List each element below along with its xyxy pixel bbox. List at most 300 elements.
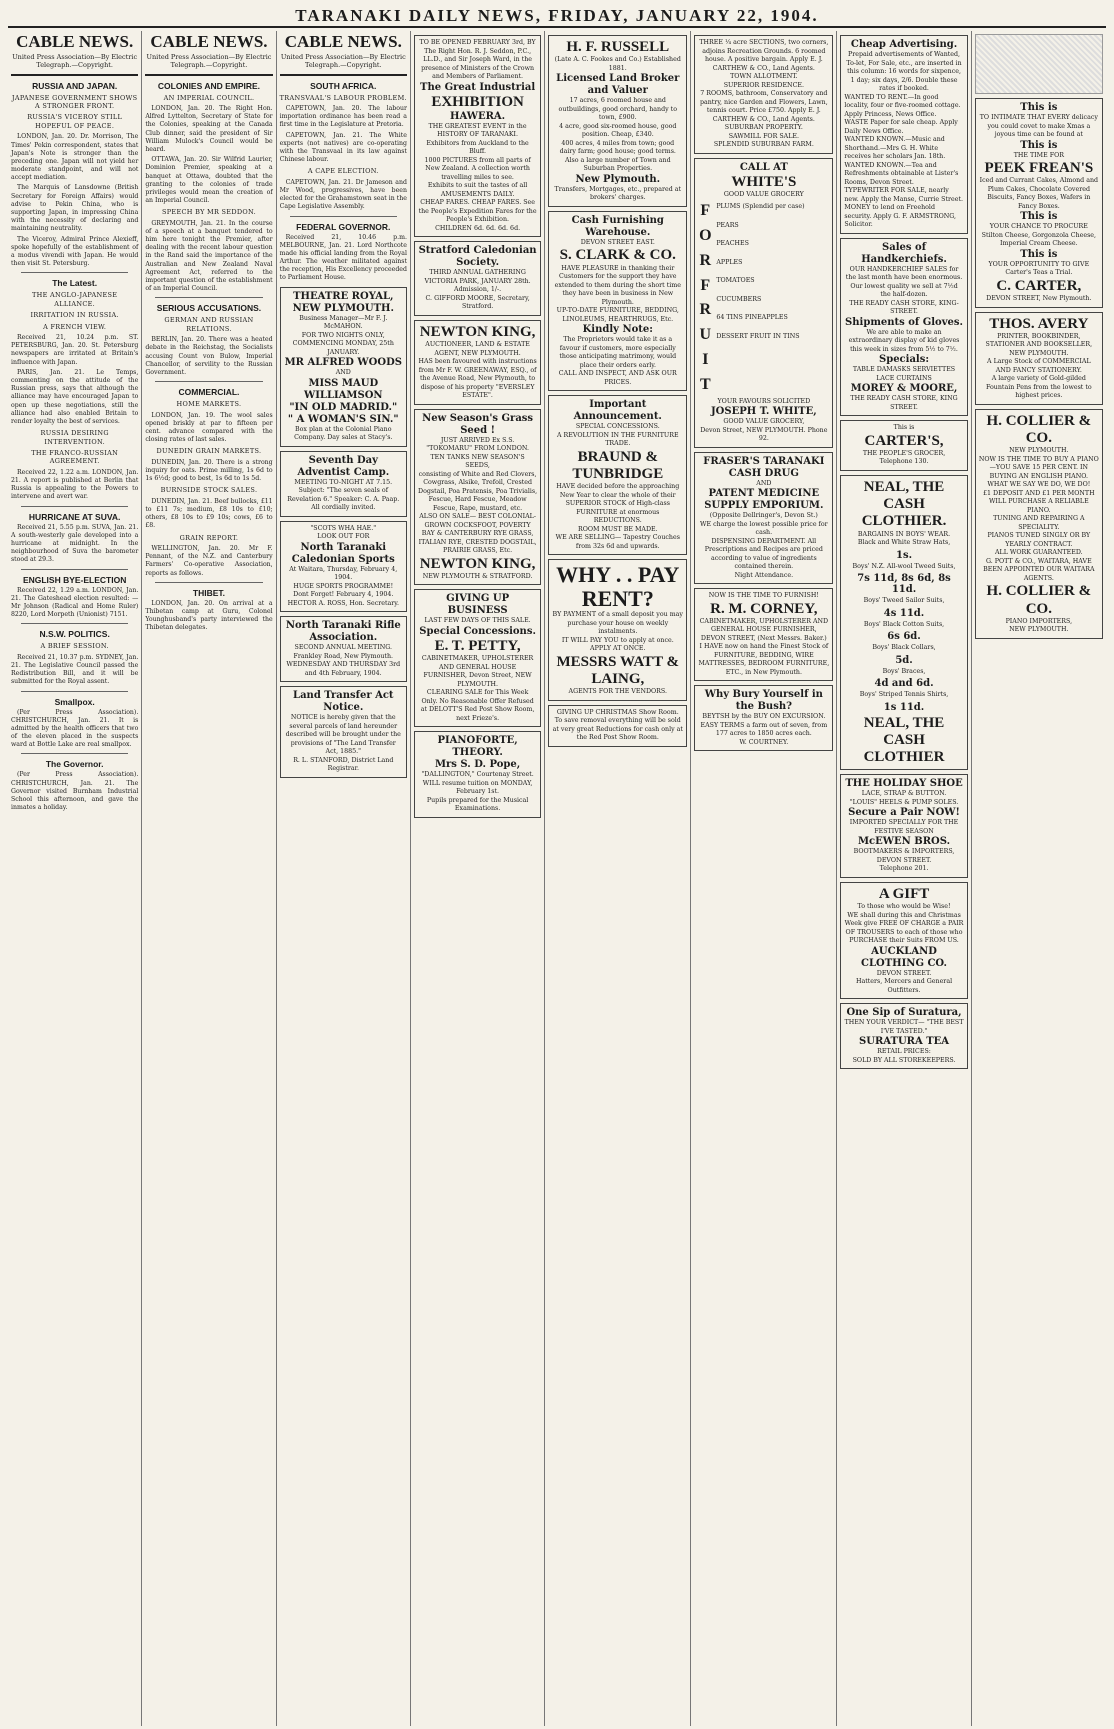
- ad-text: WANTED TO RENT.—In good locality, four or five-roomed cottage. Apply Princess, News Office.: [844, 93, 961, 118]
- ad-title: EXHIBITION: [431, 93, 524, 110]
- ad-text: WANTED KNOWN.—Music and Shorthand.—Mrs G. H. White receives her scholars Jan. 18th.: [844, 136, 946, 160]
- ad-text: AUCTIONEER, LAND & ESTATE AGENT, NEW PLYMOUTH.: [425, 341, 530, 357]
- ad-text: Exhibitors from Auckland to the Bluff.: [426, 139, 529, 156]
- ad-text: £1 DEPOSIT AND £1 PER MONTH WILL PURCHASE A RELIABLE PIANO.: [983, 489, 1095, 514]
- ad-text: OUR HANDKERCHIEF SALES for the last month have been enormous. Our lowest quality we sell at 7½d the half-dozen.: [845, 265, 963, 298]
- ad-text: "LOUIS" HEELS & PUMP SOLES.: [849, 798, 959, 806]
- ad-text: WANTED KNOWN.—Tea and Refreshments obtainable at Lister's Rooms, Devon Street.: [844, 161, 959, 186]
- ad-text: MEETING TO-NIGHT AT 7.15.: [294, 478, 393, 486]
- ad-title: HAWERA.: [450, 110, 506, 122]
- ad-text: GIVING UP CHRISTMAS Show Room. To save removal everything will be sold at very great Reductions for cash only at the Red Post Show Room.: [552, 708, 683, 742]
- divider: [155, 297, 262, 298]
- ad-text: NEW PLYMOUTH & STRATFORD.: [422, 572, 533, 580]
- story-heading: RUSSIA AND JAPAN.: [32, 80, 118, 91]
- ad-text: "SCOTS WHA HAE.": [310, 524, 377, 532]
- ad-text: G. POTT & CO., WAITARA, HAVE BEEN APPOINTED OUR WAITARA AGENTS.: [983, 557, 1095, 582]
- caledonian-sports-advertisement: [280, 521, 407, 613]
- story-paragraph: The Viceroy, Admiral Prince Alexieff, spoke hopefully of the establishment of a modus vivendi with Japan. He would then visit St. Petersburg.: [11, 235, 139, 268]
- suratura-tea-advertisement: [840, 1003, 967, 1069]
- ad-text: SOLD BY ALL STOREKEEPERS.: [852, 1056, 956, 1064]
- ad-title: JOSEPH T. WHITE,: [710, 406, 817, 418]
- ad-text: Dont Forget! February 4, 1904. HECTOR A. ROSS, Hon. Secretary.: [287, 591, 399, 607]
- column-2: [142, 31, 276, 1726]
- ad-title: NEAL, THE CASH CLOTHIER.: [861, 478, 947, 530]
- section-header: CABLE NEWS.: [16, 32, 134, 51]
- ad-text: SUBURBAN PROPERTY.: [724, 124, 803, 131]
- story-paragraph: CAPETOWN, Jan. 21. Dr Jameson and Mr Wood, progressives, have been elected for the Grahamstown seat in the Cape Legislative Assembly.: [279, 178, 407, 211]
- divider: [21, 272, 128, 273]
- column-3: [277, 31, 411, 1726]
- ad-text: Telephone 201.: [879, 865, 929, 873]
- ad-text: Subject: "The seven seals of Revelation 6." Speaker: C. A. Paap. All cordially invited.: [287, 487, 400, 512]
- carters-grocer-advertisement: [975, 98, 1103, 308]
- ad-text: DEVON STREET, (Next Messrs. Baker.): [700, 634, 827, 642]
- giving-up-business-advertisement: [414, 589, 541, 727]
- ad-title: THE HOLIDAY SHOE: [845, 778, 963, 790]
- ad-performer: MR ALFRED WOODS: [284, 357, 402, 369]
- ad-text: THREE ¼ acre SECTIONS, two corners, adjoins Recreation Grounds. 6 roomed house. A positive bargain. Apply E. J. CARTHEW & CO., Land Agents.: [699, 39, 829, 72]
- ad-text: "DALLINGTON," Courtenay Street.: [421, 771, 534, 778]
- braund-tunbridge-advertisement: [548, 395, 687, 555]
- ad-text: BARGAINS IN BOYS' WEAR.: [857, 530, 951, 538]
- divider: [21, 506, 128, 507]
- gift-advertisement: [840, 882, 967, 999]
- fruit-items: [716, 199, 829, 397]
- ad-text: W. COURTNEY.: [739, 738, 789, 746]
- story-heading: Smallpox.: [54, 696, 95, 707]
- price: 1s.: [895, 549, 913, 561]
- grass-seed-advertisement: [414, 409, 541, 586]
- story-heading: COMMERCIAL.: [178, 387, 240, 398]
- ad-title: North Taranaki Caledonian Sports: [291, 541, 395, 565]
- ad-text: TUNING AND REPAIRING A SPECIALITY.: [993, 515, 1085, 531]
- divider: [21, 753, 128, 754]
- ad-text: We are able to make an extraordinary display of kid gloves this week in sizes from 5½ to 7½.: [848, 328, 960, 353]
- ad-text: 1000 PICTURES from all parts of New Zealand. A collection worth travelling miles to see.: [424, 156, 531, 181]
- ad-text: LOOK OUT FOR: [317, 533, 370, 541]
- ad-text: MONEY to lend on Freehold security. Apply G. F. ARMSTRONG, Solicitor.: [844, 204, 957, 228]
- story-paragraph: BERLIN, Jan. 20. There was a heated debate in the Reichstag, the Socialists accusing Count von Bulow, Imperial Chancellor, of servility to the Russian Government.: [145, 336, 273, 376]
- fruit-item: DESSERT FRUIT IN TINS: [716, 332, 800, 340]
- ad-text: TOWN ALLOTMENT.: [730, 73, 798, 80]
- story-subheading: THE FRANCO-RUSSIAN AGREEMENT.: [31, 449, 119, 466]
- ad-text: NEW PLYMOUTH.: [1009, 626, 1069, 634]
- ad-performer: MISS MAUD WILLIAMSON: [304, 377, 383, 401]
- ad-title: Cash Furnishing Warehouse.: [571, 214, 664, 238]
- ad-title: THEATRE ROYAL, NEW PLYMOUTH.: [292, 290, 394, 314]
- ad-text: SPECIAL CONCESSIONS.: [575, 423, 660, 430]
- ad-text: BY PAYMENT of a small deposit you may purchase your house on weekly instalments.: [552, 611, 683, 636]
- story-heading: COLONIES AND EMPIRE.: [157, 80, 261, 91]
- byline: United Press Association—By Electric Telegraph.—Copyright.: [280, 52, 406, 70]
- ad-title: NEWTON KING,: [419, 323, 536, 340]
- ad-text: The Right Hon. R. J. Seddon, P.C., LL.D., and Sir Joseph Ward, in the presence of Ministers of the Crown and Members of Parliament.: [421, 47, 535, 80]
- ad-text: A Large Stock of COMMERCIAL AND FANCY STATIONERY.: [987, 358, 1091, 374]
- byline: United Press Association—By Electric Telegraph.—Copyright.: [146, 52, 272, 70]
- story-subheading: BURNSIDE STOCK SALES.: [160, 486, 258, 495]
- ad-title: NEAL, THE CASH CLOTHIER: [863, 714, 945, 765]
- ad-text: Iced and Currant Cakes, Almond and Plum Cakes, Chocolate Covered Biscuits, Fancy Boxes, Wafers in Fancy Boxes.: [979, 177, 1099, 210]
- story-subheading: IRRITATION IN RUSSIA.: [30, 311, 119, 320]
- ad-title: H. COLLIER & CO.: [986, 412, 1092, 446]
- ad-text: To those who would be Wise!: [857, 903, 951, 910]
- ad-title: Sales of Handkerchiefs.: [861, 241, 947, 265]
- ad-text: TO BE OPENED FEBRUARY 3rd, BY: [419, 39, 536, 46]
- ad-text: Business Manager—Mr F. J. McMAHON.: [299, 314, 388, 331]
- story-paragraph: Received 22, 1.22 a.m. LONDON, Jan. 21. A report is published at Berlin that Russia is appealing to the Powers to intervene and avert war.: [11, 468, 139, 501]
- ad-title: McEWEN BROS.: [857, 836, 951, 848]
- ad-text: 400 acres, 4 miles from town; good dairy farm; good house; good terms.: [559, 139, 676, 156]
- ad-text: 7 ROOMS, bathroom, Conservatory and pantry, nice Garden and Flowers, Lawn, tennis court. Price £750. Apply E. J. CARTHEW & CO., Land Agents.: [699, 90, 828, 123]
- ad-text: CLEARING SALE for This Week Only. No Reasonable Offer Refused at DELOTT'S Red Post Show Room, next Frieze's.: [420, 689, 535, 722]
- ad-title: SURATURA TEA: [859, 1036, 950, 1047]
- ad-text: PIANOS TUNED SINGLY OR BY YEARLY CONTRACT.: [987, 532, 1091, 548]
- column-1: [8, 31, 142, 1726]
- ad-text: LAST FEW DAYS OF THIS SALE.: [424, 617, 531, 625]
- story-paragraph: Received 22, 1.29 a.m. LONDON, Jan. 21. The Gateshead election resulted: — Mr Johnson (Radical and Home Ruler) 8220, Lord Morpeth (Unionist) 7151.: [11, 586, 139, 619]
- ad-text: PIANO IMPORTERS,: [1005, 617, 1073, 625]
- story-paragraph: LONDON, Jan. 20. Dr. Morrison, The Times' Pekin correspondent, states that Japan's Note is stronger than the preceding one. Japan will not yield her moderate standpoint, and will not accept mediation.: [11, 133, 139, 182]
- ad-text: I HAVE now on hand the Finest Stock of FURNITURE, BEDDING, WIRE MATTRESSES, BEDROOM FURNITURE, ETC., in New Plymouth.: [698, 643, 830, 676]
- ad-text: Transfers, Mortgages, etc., prepared at brokers' charges.: [554, 185, 682, 202]
- illustration: [975, 34, 1103, 94]
- theatre-advertisement: [280, 287, 407, 447]
- fruit-item: 64 TINS PINEAPPLES: [716, 314, 788, 322]
- story-paragraph: Received 21, 5.55 p.m. SUVA, Jan. 21. A south-westerly gale developed into a hurricane at midnight. In the neighbourhood of Suva the barometer stood at 29.3.: [11, 523, 139, 564]
- price: 7s 11d, 8s 6d, 8s 11d.: [857, 573, 951, 595]
- story-subheading: JAPANESE GOVERNMENT SHOWS A STRONGER FRONT.: [11, 93, 138, 110]
- ad-text: LACE, STRAP & BUTTON.: [861, 790, 947, 798]
- fruit-item: TOMATOES: [716, 277, 755, 285]
- ad-text: AGENTS FOR THE VENDORS.: [568, 688, 668, 696]
- story-heading: N.S.W. POLITICS.: [39, 629, 110, 640]
- story-paragraph: CAPETOWN, Jan. 20. The labour importation ordinance has been read a first time in the Legislature at Pretoria.: [279, 105, 407, 129]
- property-listings: [694, 35, 833, 154]
- story-subheading: GERMAN AND RUSSIAN RELATIONS.: [164, 316, 254, 333]
- ad-title: THOS. AVERY: [989, 315, 1089, 332]
- ad-title: Land Transfer Act Notice.: [293, 690, 394, 714]
- ad-title: New Season's Grass Seed !: [422, 412, 534, 436]
- pay-rent-advertisement: [548, 559, 687, 701]
- story-subheading: A FRENCH VIEW.: [43, 322, 107, 331]
- ad-title: BRAUND & TUNBRIDGE: [572, 448, 664, 482]
- ad-title: Licensed Land Broker and Valuer: [556, 73, 680, 97]
- ad-title: Why Bury Yourself in the Bush?: [704, 689, 823, 713]
- ad-text: Boys' Black Cotton Suits,: [863, 620, 945, 628]
- ad-text: WE shall during this and Christmas Week give FREE OF CHARGE a PAIR OF TROUSERS to each of those who PURCHASE their Suits FROM US.: [844, 911, 964, 944]
- story-paragraph: PARIS, Jan. 21. Le Temps, commenting on the attitude of the Russian press, says that although the alliance may have encouraged Japan to open up these negotiations, still the alliance had also enabled Britain to render loyalty the best of services.: [11, 368, 139, 425]
- ad-title: MOREY & MOORE,: [850, 383, 958, 394]
- price: 6s 6d.: [887, 631, 921, 642]
- ad-text: APPLY AT ONCE.: [590, 645, 646, 653]
- ad-title: This is: [1020, 102, 1058, 113]
- ad-text: A large variety of Gold-gilded Fountain Pens from the lowest to highest prices.: [985, 375, 1092, 400]
- ad-title: WHY . . PAY RENT?: [556, 562, 680, 612]
- ad-text: TABLE DAMASKS SERVIETTES LACE CURTAINS: [852, 366, 956, 382]
- ad-text: THE GREATEST EVENT in the HISTORY OF TARANAKI.: [428, 122, 527, 139]
- neal-clothier-advertisement: [840, 475, 967, 771]
- story-subheading: TRANSVAAL'S LABOUR PROBLEM.: [279, 93, 407, 102]
- ad-text: ALSO ON SALE— BEST COLONIAL-GROWN COCKSFOOT, POVERTY BAY & CANTERBURY RYE GRASS, ITALIAN RYE, CRESTED DOGSTAIL, PRAIRIE GRASS, Etc.: [418, 513, 537, 554]
- ad-text: 4 acre, good six-roomed house, good position. Cheap, £340.: [559, 122, 677, 139]
- ad-title: R. M. CORNEY,: [710, 600, 818, 617]
- ad-text: AND: [335, 369, 351, 377]
- ad-text: NOTICE is hereby given that the several parcels of land hereunder described will be brought under the provisions of "The Land Transfer Act, 1885.": [285, 714, 401, 756]
- ad-text: C. GIFFORD MOORE, Secretary, Stratford.: [425, 294, 530, 311]
- ad-text: consisting of White and Red Clovers, Cowgrass, Alsike, Trefoil, Crested Dogstail, Poa Pratensis, Poa Trivialis, Fescue, Hard Fescue, Meadow Fescue, Rape, mustard, etc.: [418, 470, 538, 512]
- ad-title: This is: [1020, 211, 1058, 223]
- price: 1s 11d.: [883, 701, 925, 713]
- ad-text: VICTORIA PARK, JANUARY 28th.: [424, 277, 531, 285]
- story-subheading: GRAIN REPORT.: [179, 533, 239, 542]
- story-subheading: AN IMPERIAL COUNCIL.: [163, 93, 255, 102]
- ad-text: Exhibits to suit the tastes of all AMUSEMENTS DAILY.: [427, 182, 528, 198]
- ad-title: New Plymouth.: [575, 173, 661, 185]
- ad-text: WE ARE SELLING— Tapestry Couches from 32s 6d and upwards.: [555, 534, 680, 550]
- ad-title: FRASER'S TARANAKI CASH DRUG: [703, 455, 825, 479]
- story-subheading: DUNEDIN GRAIN MARKETS.: [156, 447, 262, 456]
- story-subheading: RUSSIA DESIRING INTERVENTION.: [40, 429, 109, 446]
- ad-text: ALL WORK GUARANTEED.: [994, 549, 1083, 557]
- ad-title: Specials:: [878, 354, 930, 365]
- ad-text: THEN YOUR VERDICT— "THE BEST I'VE TASTED.": [844, 1019, 964, 1035]
- ad-text: DEVON STREET EAST.: [580, 238, 655, 246]
- divider: [21, 691, 128, 692]
- ad-title: Shipments of Gloves.: [845, 316, 964, 328]
- ad-text: IMPORTED SPECIALLY FOR THE FESTIVE SEASON: [849, 819, 959, 835]
- ad-text: THE TIME FOR: [1013, 151, 1064, 159]
- divider: [11, 74, 138, 76]
- divider: [21, 623, 128, 624]
- story-heading: THIBET.: [192, 587, 226, 598]
- land-transfer-notice: [280, 686, 407, 778]
- story-paragraph: DUNEDIN, Jan. 20. There is a strong inquiry for oats. Prime milling, 1s 6d to 1s 6½d; good to best, 1s 6d to 1s 5d.: [145, 458, 273, 483]
- ad-text: SECOND ANNUAL MEETING.: [294, 644, 393, 652]
- frasers-drug-advertisement: [694, 452, 833, 585]
- divider: [21, 569, 128, 570]
- story-heading: ENGLISH BYE-ELECTION: [22, 574, 127, 585]
- story-heading: The Latest.: [52, 278, 98, 289]
- ad-text: TEN TANKS NEW SEASON'S SEEDS,: [430, 453, 525, 469]
- ad-text: THE READY CASH STORE, KING STREET.: [850, 395, 958, 411]
- adventist-advertisement: [280, 451, 407, 517]
- ad-text: Box plan at the Colonial Piano Company. Day sales at Stacy's.: [294, 425, 393, 442]
- divider: [155, 582, 262, 583]
- story-subheading: SPEECH BY MR SEDDON.: [161, 208, 256, 217]
- ad-title: Seventh Day Adventist Camp.: [297, 454, 390, 478]
- ad-text: At Waitara, Thursday, February 4, 1904.: [289, 565, 398, 582]
- fruit-item: PLUMS (Splendid per case): [716, 203, 805, 211]
- fruit-item: PEARS: [716, 221, 739, 229]
- column-8: [972, 31, 1106, 1726]
- story-paragraph: LONDON, Jan. 20. The Right Hon. Alfred Lyttelton, Secretary of State for the Colonies, speaking at the Canada Club dinner, said the president of Sir William Mulock's Council would be heard.: [145, 105, 273, 153]
- ad-title: AUCKLAND CLOTHING CO.: [861, 945, 948, 969]
- rifle-association-advertisement: [280, 616, 407, 682]
- ad-text: WEDNESDAY AND THURSDAY 3rd and 4th February, 1904.: [286, 661, 401, 677]
- ad-text: WE charge the lowest possible price for cash.: [700, 520, 828, 537]
- ad-title: S. CLARK & CO.: [559, 247, 676, 264]
- cheap-advertising-column: [840, 35, 967, 234]
- ad-title: C. CARTER,: [996, 277, 1082, 294]
- story-paragraph: (Per Press Association). CHRISTCHURCH, Jan. 21. It is admitted by the health officers that two of the eleven placed in the suspects ward at Bottle Lake are real smallpox.: [11, 708, 139, 749]
- story-paragraph: The Marquis of Lansdowne (British Secretary for Foreign Affairs) would advise to Pekin China, who is supporting Japan, in impressing China with the necessity of declaring and maintaining neutrality.: [11, 184, 139, 233]
- exhibition-advertisement: [414, 35, 541, 237]
- ad-title: This is: [1020, 139, 1058, 151]
- price: 5d.: [895, 654, 913, 666]
- ad-text: UP-TO-DATE FURNITURE, BEDDING, LINOLEUMS, HEARTHRUGS, Etc.: [556, 307, 679, 323]
- fruit-item: PEACHES: [716, 240, 749, 248]
- ad-title: WHITE'S: [731, 173, 797, 190]
- ad-text: Also a large number of Town and Suburban Properties.: [564, 156, 671, 173]
- ad-text: Pupils prepared for the Musical Examinations.: [426, 796, 529, 812]
- section-header: CABLE NEWS.: [150, 32, 268, 51]
- ad-title: One Sip of Suratura,: [846, 1007, 962, 1018]
- story-paragraph: Received 21, 10.37 p.m. SYDNEY, Jan. 21. The Legislative Council passed the Redistribution Bill, and it will be submitted for the Royal assent.: [11, 653, 139, 686]
- ad-title: A GIFT: [878, 885, 930, 902]
- ad-text: CABINETMAKER, UPHOLSTERER AND GENERAL HOUSE FURNISHER,: [699, 617, 829, 634]
- fruit-list: [698, 199, 829, 397]
- ad-text: JUST ARRIVED Ex S.S. "TOKOMARU" FROM LONDON.: [426, 436, 529, 452]
- ad-title: This is: [1020, 248, 1058, 260]
- ad-title: NEWTON KING,: [419, 555, 536, 572]
- holiday-shoe-advertisement: [840, 774, 967, 878]
- ad-text: NOW IS THE TIME TO FURNISH!: [708, 592, 819, 600]
- ad-play-title: " A WOMAN'S SIN.": [287, 413, 399, 425]
- ad-text: DEVON STREET.: [876, 969, 932, 977]
- ad-title: Kindly Note:: [582, 324, 653, 335]
- story-subheading: A CAPE ELECTION.: [307, 167, 379, 176]
- story-paragraph: DUNEDIN, Jan. 21. Beef bullocks, £11 to £11 7s; medium, £8 10s to £10; others, £8 10s to £9 10s; cows, £6 to £8.: [145, 497, 273, 530]
- ad-text: IT WILL PAY YOU to apply at once.: [561, 636, 674, 644]
- ad-title: PIANOFORTE, THEORY.: [437, 735, 518, 758]
- columns: [8, 31, 1106, 1726]
- whites-grocery-advertisement: [694, 158, 833, 448]
- stratford-caledonian-advertisement: [414, 241, 541, 316]
- ad-text: Boys' Striped Tennis Shirts,: [859, 691, 949, 698]
- ad-text: CHILDREN 6d. 6d. 6d. 6d.: [435, 224, 521, 232]
- ad-text: Frankley Road, New Plymouth.: [293, 652, 394, 660]
- ad-text: NOW IS THE TIME TO BUY A PIANO—YOU SAVE 15 PER CENT. IN BUYING AN ENGLISH PIANO.: [978, 455, 1099, 480]
- ad-text: Prepaid advertisements of Wanted, To-let, For Sale, etc., are inserted in this column: 16 words for sixpence, 1 day; six days, 2/6. Double these rates if booked.: [846, 51, 962, 92]
- carters-advertisement-header: [840, 420, 967, 471]
- ad-text: Admission, 1/-.: [454, 286, 502, 294]
- ad-text: DISPENSING DEPARTMENT. All Prescriptions and Recipes are priced according to value of ingredients contained therein.: [704, 537, 823, 571]
- story-subheading: THE ANGLO-JAPANESE ALLIANCE.: [32, 291, 118, 308]
- ad-title: H. COLLIER & CO.: [986, 583, 1092, 617]
- avery-printer-advertisement: [975, 312, 1103, 405]
- ad-title: Secure a Pair NOW!: [848, 807, 960, 819]
- ad-title: E. T. PETTY,: [434, 637, 521, 654]
- ad-text: WASTE Paper for sale cheap. Apply Daily News Office.: [844, 119, 958, 135]
- ad-title: PEEK FREAN'S: [984, 160, 1094, 176]
- ad-text: CALL AND INSPECT, AND ASK OUR PRICES.: [558, 370, 677, 386]
- story-subheading: RUSSIA'S VICEROY STILL HOPEFUL OF PEACE.: [27, 113, 123, 130]
- ad-title: The Great Industrial: [420, 81, 536, 93]
- ad-title: GIVING UP BUSINESS: [446, 593, 510, 617]
- ad-text: HAVE decided before the approaching New Year to clear the whole of their SUPERIOR STOCK of High-class FURNITURE at enormous REDUCTIONS.: [556, 483, 680, 524]
- ad-text: AND: [756, 479, 772, 487]
- ad-text: (Opposite Dellringer's, Devon St.): [709, 512, 818, 520]
- ad-text: WHAT WE SAY WE DO, WE DO!: [987, 481, 1091, 489]
- russell-advertisement: [548, 35, 687, 207]
- divider: [155, 381, 262, 382]
- ad-title: Important Announcement.: [573, 399, 662, 422]
- divider: [290, 216, 397, 217]
- story-subheading: A BRIEF SESSION.: [40, 642, 109, 651]
- ad-text: Devon Street, NEW PLYMOUTH. Phone 92.: [700, 426, 828, 443]
- masthead-title: TARANAKI DAILY NEWS, FRIDAY, JANUARY 22, 1904.: [295, 6, 819, 25]
- collier-piano-advertisement: [975, 409, 1103, 639]
- ad-text: THIRD ANNUAL GATHERING: [429, 269, 526, 277]
- christmas-showroom-notice: [548, 705, 687, 747]
- ad-title: H. F. RUSSELL: [566, 39, 670, 55]
- ad-title: Mrs S. D. Pope,: [434, 759, 521, 770]
- ad-text: Telephone 130.: [879, 458, 929, 466]
- column-7: [837, 31, 971, 1726]
- column-4: [411, 31, 545, 1726]
- clark-furnishing-advertisement: [548, 211, 687, 391]
- ad-text: CHEAP FARES. CHEAP FARES. See the People's Expedition Fares for the People's Exhibition.: [418, 199, 537, 224]
- ad-text: This is: [893, 424, 915, 431]
- ad-text: A REVOLUTION IN THE FURNITURE TRADE.: [557, 431, 679, 447]
- ad-text: ROOM MUST BE MADE.: [577, 525, 658, 533]
- ad-text: SAWMILL FOR SALE.: [728, 132, 799, 140]
- ad-text: YOUR CHANCE TO PROCURE Stilton Cheese, Gorgonzola Cheese, Imperial Cream Cheese.: [981, 223, 1097, 248]
- ad-title: North Taranaki Rifle Association.: [285, 620, 401, 644]
- handkerchiefs-advertisement: [840, 238, 967, 417]
- pianoforte-advertisement: [414, 731, 541, 818]
- story-heading: HURRICANE AT SUVA.: [28, 511, 121, 522]
- ad-text: (Late A. C. Fookes and Co.) Established 1881.: [554, 56, 681, 72]
- price: 4d and 6d.: [874, 678, 934, 689]
- fruit-item: CUCUMBERS: [716, 295, 762, 303]
- ad-title: Cheap Advertising.: [850, 39, 958, 50]
- ad-text: WILL resume tuition on MONDAY, February 1st.: [422, 779, 533, 795]
- story-paragraph: CAPETOWN, Jan. 21. The White experts (not natives) are co-operating with the Transvaal in its law against Chinese labour.: [279, 131, 407, 164]
- story-paragraph: OTTAWA, Jan. 20. Sir Wilfrid Laurier, Dominion Premier, speaking at a banquet at Ottawa, doubted that the granting to the colonies of trade privileges would mean the creation of an Imperial Council.: [145, 156, 273, 205]
- ad-title: CARTER'S,: [864, 432, 944, 449]
- ad-text: NEW PLYMOUTH.: [1009, 447, 1069, 455]
- ad-text: RETAIL PRICES:: [877, 1048, 931, 1055]
- ad-text: PRINTER, BOOKBINDER, STATIONER AND BOOKSELLER, NEW PLYMOUTH.: [985, 332, 1093, 357]
- story-paragraph: LONDON, Jan. 20. On arrival at a Thibetan camp at Guru, Colonel Younghusband's party interviewed the Thibetan delegates.: [145, 599, 273, 632]
- divider: [145, 74, 272, 76]
- story-heading: FEDERAL GOVERNOR.: [296, 221, 391, 232]
- ad-title: PATENT MEDICINE SUPPLY EMPORIUM.: [704, 488, 824, 512]
- ad-text: HAS been favoured with instructions from Mr F. W. GREENAWAY, ESQ., of the Avenue Road, New Plymouth, to dispose of his property "EVERSLEY ESTATE".: [418, 358, 537, 399]
- column-6: [691, 31, 837, 1726]
- ad-title: Special Concessions.: [419, 625, 536, 637]
- ad-text: Boys' N.Z. All-wool Tweed Suits,: [852, 562, 956, 570]
- ad-title: MESSRS WATT & LAING,: [556, 653, 680, 688]
- ad-text: CABINETMAKER, UPHOLSTERER AND GENERAL HOUSE FURNISHER, Devon Street, NEW PLYMOUTH.: [421, 655, 534, 688]
- ad-text: YOUR OPPORTUNITY TO GIVE Carter's Teas a Trial.: [988, 260, 1090, 277]
- ad-text: TO INTIMATE THAT EVERY delicacy you could covet to make Xmas a joyous time can be found at: [979, 114, 1098, 138]
- ad-text: SPLENDID SUBURBAN FARM.: [713, 141, 814, 148]
- ad-text: Black and White Straw Hats,: [857, 539, 951, 546]
- ad-title: Stratford Caledonian Society.: [418, 245, 537, 269]
- fruit-item: APPLES: [716, 258, 743, 266]
- story-paragraph: GREYMOUTH, Jan. 21. In the course of a speech at a banquet tendered to him here tonight the Premier, after dealing with the recent labour question in the Rand said the importance of the Australian and New Zealand Naval Agreement Act, referred to the important question of the establishment of an Imperial Council.: [145, 219, 273, 293]
- column-5: [545, 31, 691, 1726]
- story-heading: SERIOUS ACCUSATIONS.: [156, 303, 262, 314]
- ad-text: FOR TWO NIGHTS ONLY, COMMENCING MONDAY, 25th JANUARY.: [292, 331, 394, 356]
- story-paragraph: Received 21, 10.46 p.m. MELBOURNE, Jan. 21. Lord Northcote made his official landing from the Royal Arthur. The weather militated against the reception, His Excellency proceeded to Parliament House.: [279, 233, 407, 282]
- ad-text: GOOD VALUE GROCERY: [723, 190, 804, 198]
- ad-text: DEVON STREET, New Plymouth.: [986, 295, 1092, 302]
- story-subheading: HOME MARKETS.: [176, 400, 242, 409]
- ad-text: TYPEWRITER FOR SALE, nearly new. Apply the Manse, Currie Street.: [844, 187, 963, 203]
